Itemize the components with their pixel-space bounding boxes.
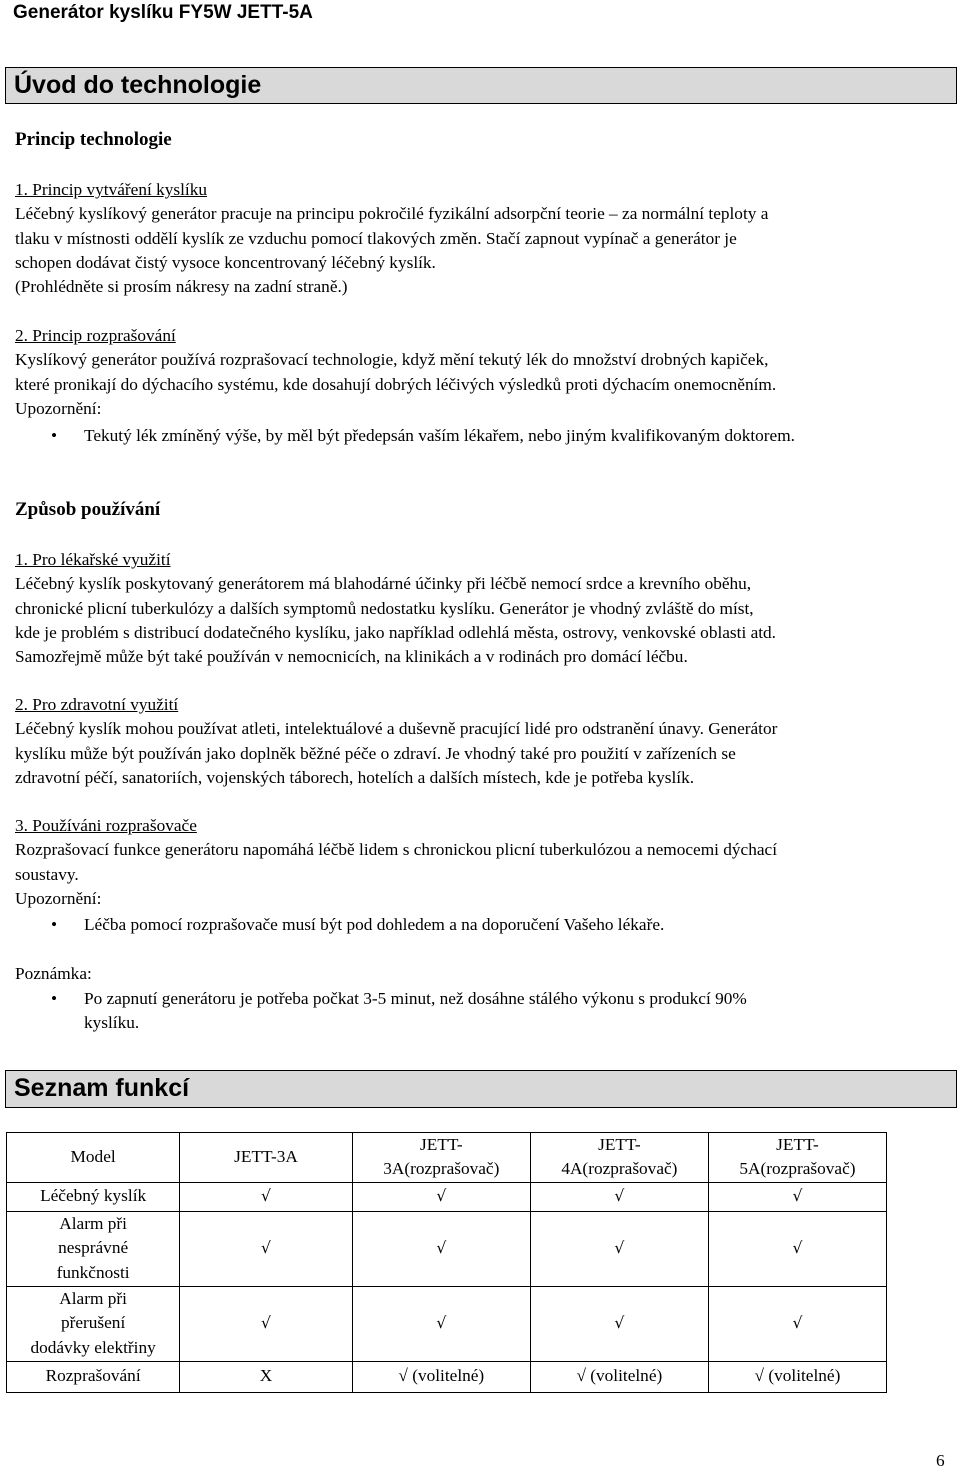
subheading-nebulizer-principle: 2. Princip rozprašování — [15, 326, 176, 345]
header-line: 4A(rozprašovač) — [561, 1159, 678, 1179]
check-cell: √ — [180, 1182, 353, 1211]
subheading-health-use: 2. Pro zdravotní využití — [15, 695, 179, 714]
table-row — [7, 1211, 887, 1286]
check-cell: √ — [530, 1182, 708, 1211]
table-header-row — [7, 1133, 887, 1183]
document-title: Generátor kyslíku FY5W JETT-5A — [13, 2, 313, 23]
check-cell: √ — [530, 1286, 708, 1361]
subheading-oxygen-principle: 1. Princip vytváření kyslíku — [15, 180, 207, 199]
check-cell: √ — [352, 1286, 530, 1361]
header-line: JETT- — [420, 1135, 463, 1154]
check-cell: √ — [352, 1182, 530, 1211]
header-line: 3A(rozprašovač) — [383, 1159, 500, 1179]
check-cell: √ — [352, 1211, 530, 1286]
text-line: Po zapnutí generátoru je potřeba počkat 3-5 minut, než dosáhne stálého výkonu s produkcí 90% — [84, 989, 747, 1008]
paragraph-nebulizer-use — [15, 814, 950, 911]
header-cell-model-1: JETT-3A — [180, 1133, 353, 1183]
text-line: kde je problém s distribucí dodatečného kyslíku, jako například odlehlá města, ostrovy, venkovské oblasti atd. — [15, 622, 777, 642]
check-cell: √ — [530, 1211, 708, 1286]
text-line: Léčebný kyslík poskytovaný generátorem má blahodárné účinky při léčbě nemocí srdce a krevního oběhu, — [15, 574, 752, 594]
text-line: Léčebný kyslíkový generátor pracuje na principu pokročilé fyzikální adsorpční teorie – za normální teploty a — [15, 204, 769, 224]
row-label: Rozprašování — [7, 1361, 180, 1392]
heading-principle: Princip technologie — [15, 129, 172, 150]
text-line: (Prohlédněte si prosím nákresy na zadní straně.) — [15, 277, 348, 297]
text-line: Samozřejmě může být také používán v nemocnicích, na klinikách a v rodinách pro domácí léčbu. — [15, 647, 688, 667]
check-cell: √ — [708, 1182, 886, 1211]
table-row — [7, 1286, 887, 1361]
function-table — [6, 1132, 887, 1393]
value-cell: √ (volitelné) — [708, 1361, 886, 1392]
subheading-nebulizer-use: 3. Používáni rozprašovače — [15, 816, 197, 835]
paragraph-nebulizer-principle — [15, 324, 950, 421]
header-cell-model: Model — [7, 1133, 180, 1183]
bullet-icon: • — [51, 426, 58, 445]
table-row — [7, 1361, 887, 1392]
check-cell: √ — [708, 1286, 886, 1361]
bullet-item — [15, 987, 950, 1036]
row-label-line: Alarm při — [59, 1289, 127, 1309]
text-line: kyslíku. — [84, 1013, 140, 1033]
header-cell-model-3 — [530, 1133, 708, 1183]
check-cell: √ — [180, 1286, 353, 1361]
header-line: JETT- — [598, 1135, 641, 1154]
row-label-line: přerušení — [60, 1313, 126, 1333]
row-label-line: dodávky elektřiny — [30, 1337, 156, 1357]
text-line: které pronikají do dýchacího systému, kde dosahují dobrých léčivých výsledků proti dýchacím onemocněním. — [15, 374, 777, 394]
text-line: chronické plicní tuberkulózy a dalších symptomů nedostatku kyslíku. Generátor je vhodný zvláště do míst, — [15, 598, 754, 618]
header-cell-model-4 — [708, 1133, 886, 1183]
section-header-intro: Úvod do technologie — [5, 67, 957, 104]
heading-usage: Způsob používání — [15, 499, 161, 520]
bullet-icon: • — [51, 915, 58, 934]
bullet-text: Tekutý lék zmíněný výše, by měl být předepsán vaším lékařem, nebo jiným kvalifikovaným doktorem. — [84, 426, 795, 445]
bullet-item — [15, 424, 950, 448]
warning-label: Upozornění: — [15, 888, 102, 908]
row-label-line: nesprávné — [58, 1238, 129, 1258]
text-line: soustavy. — [15, 864, 79, 884]
row-label-line: Alarm při — [59, 1214, 127, 1234]
row-label — [7, 1286, 180, 1361]
bullet-text — [84, 987, 950, 1036]
text-line: kyslíku může být používán jako doplněk běžné péče o zdraví. Je vhodný také pro použití v zařízeních se — [15, 743, 736, 763]
text-line: Rozprašovací funkce generátoru napomáhá léčbě lidem s chronickou plicní tuberkulózou a nemocemi dýchací — [15, 840, 778, 860]
row-label: Léčebný kyslík — [7, 1182, 180, 1211]
text-line: schopen dodávat čistý vysoce koncentrovaný léčebný kyslík. — [15, 252, 436, 272]
note-label: Poznámka: — [15, 964, 92, 983]
row-label-line: funkčnosti — [56, 1262, 130, 1282]
value-cell: √ (volitelné) — [530, 1361, 708, 1392]
warning-label: Upozornění: — [15, 398, 102, 418]
paragraph-medical-use — [15, 548, 950, 669]
header-cell-model-2 — [352, 1133, 530, 1183]
page-number: 6 — [936, 1451, 945, 1470]
bullet-icon: • — [51, 989, 58, 1008]
bullet-text: Léčba pomocí rozprašovače musí být pod dohledem a na doporučení Vašeho lékaře. — [84, 915, 665, 934]
bullet-item — [15, 913, 950, 937]
text-line: zdravotní péčí, sanatoriích, vojenských táborech, hotelích a dalších místech, kde je potřeba kyslík. — [15, 767, 695, 787]
subheading-medical-use: 1. Pro lékařské využití — [15, 550, 171, 569]
header-line: 5A(rozprašovač) — [739, 1159, 856, 1179]
value-cell: X — [180, 1361, 353, 1392]
text-line: tlaku v místnosti oddělí kyslík ze vzduchu pomocí tlakových změn. Stačí zapnout vypínač a generátor je — [15, 228, 737, 248]
paragraph-health-use — [15, 693, 950, 790]
value-cell: √ (volitelné) — [352, 1361, 530, 1392]
section-header-functions: Seznam funkcí — [5, 1070, 957, 1108]
text-line: Kyslíkový generátor používá rozprašovací technologie, když mění tekutý lék do množství drobných kapiček, — [15, 350, 769, 370]
row-label — [7, 1211, 180, 1286]
check-cell: √ — [708, 1211, 886, 1286]
check-cell: √ — [180, 1211, 353, 1286]
header-line: JETT- — [776, 1135, 819, 1154]
text-line: Léčebný kyslík mohou používat atleti, intelektuálové a duševně pracující lidé pro odstranění únavy. Generátor — [15, 719, 778, 739]
paragraph-oxygen-principle — [15, 178, 950, 299]
table-row — [7, 1182, 887, 1211]
